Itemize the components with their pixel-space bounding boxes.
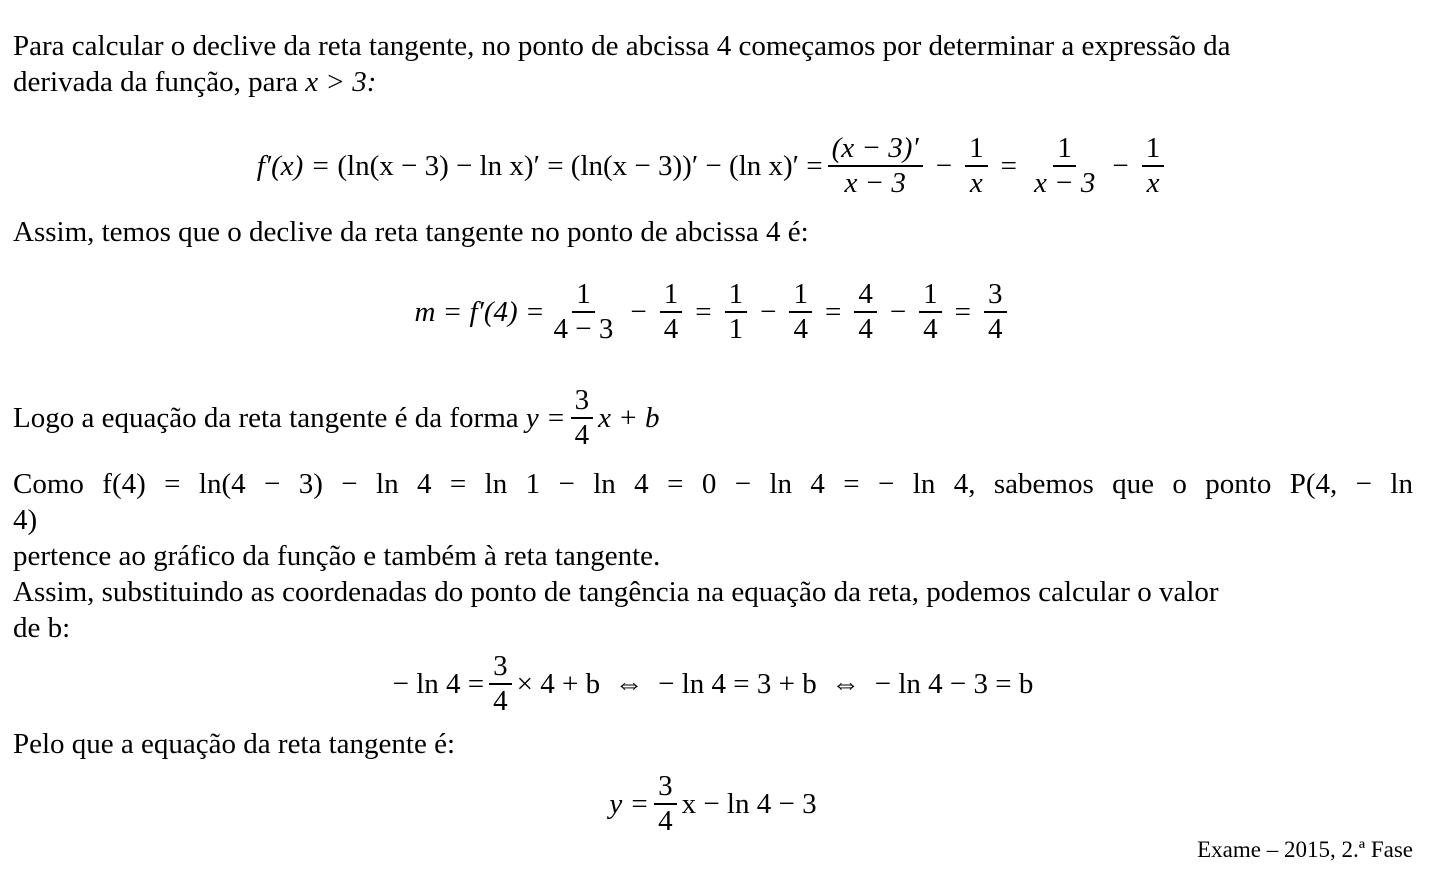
substitution-lhs: − ln 4 = [392,668,485,700]
fraction-denominator: 4 [793,313,808,345]
final-lhs: y = [609,788,650,820]
fraction-numerator: 1 [1053,132,1076,167]
fraction-denominator: x − 3 [1033,167,1096,199]
derivative-lhs: f′(x) = [256,150,331,182]
fraction-numerator: 1 [965,132,988,167]
substitute-line: Assim, substituindo as coordenadas do ponto de tangência na equação da reta, podemos calcular o valor [13,576,1219,608]
fraction-numerator: 1 [1142,132,1165,167]
minus-sign: − [630,296,647,328]
fraction-denominator: 4 − 3 [553,313,614,345]
final-tail: x − ln 4 − 3 [681,788,817,820]
substitution-rest: × 4 + b ⇔ − ln 4 = 3 + b ⇔ − ln 4 − 3 = b [516,668,1034,700]
fraction-denominator: 1 [728,313,744,345]
line-form-y: y = [525,402,566,434]
fraction-final [654,770,677,839]
fraction-numerator: 3 [489,650,512,685]
fraction-deriv-1 [828,132,923,201]
fraction-substitution [489,650,512,719]
slope-intro: Assim, temos que o declive da reta tangente no ponto de abcissa 4 é: [13,216,809,248]
slope-lhs: m = f′(4) = [414,296,545,328]
intro-line-2: derivada da função, para [13,66,299,98]
fraction-numerator: 1 [919,278,942,313]
intro-line-1: Para calcular o declive da reta tangente, no ponto de abcissa 4 começamos por determinar a expressão da [13,30,1231,62]
fraction-numerator: 3 [984,278,1007,313]
fraction-numerator: 1 [572,278,595,313]
fraction-line-form [571,384,594,453]
point-paragraph [13,466,1413,646]
fraction-slope-g [984,278,1007,347]
fraction-deriv-2 [965,132,988,201]
exam-source-footer: Exame – 2015, 2.ª Fase [1197,837,1413,862]
final-equation [13,766,1413,842]
point-belongs-line: pertence ao gráfico da função e também à reta tangente. [13,540,661,572]
equals-sign: = [824,296,842,328]
fraction-denominator: 4 [493,685,508,717]
line-form-text: Logo a equação da reta tangente é da forma [13,402,519,434]
fraction-numerator: 4 [854,278,877,313]
fraction-denominator: 4 [663,313,679,345]
fraction-numerator: (x − 3)′ [828,132,923,167]
slope-equation [13,272,1413,352]
derivative-equation [13,130,1413,202]
fraction-denominator: 4 [923,313,938,345]
fraction-slope-d [789,278,812,347]
fraction-numerator: 1 [725,278,748,313]
fraction-denominator: x [969,167,983,199]
minus-sign: − [889,296,907,328]
line-form-tail: x + b [598,402,660,434]
intro-condition: x > 3: [305,66,377,98]
fraction-slope-f [919,278,942,347]
fraction-numerator: 1 [789,278,812,313]
derivative-step-2: = (ln(x − 3))′ − (ln x)′ = [547,150,823,182]
equals-sign: = [695,296,712,328]
fraction-denominator: 4 [658,805,673,837]
line-form-sentence [13,380,1413,456]
fraction-slope-b [660,278,683,347]
fraction-slope-c [725,278,748,347]
point-math-line: Como f(4) = ln(4 − 3) − ln 4 = ln 1 − ln 4 = 0 − ln 4 = − ln 4, sabemos que o ponto P(4, − ln 4) [13,468,1413,536]
fraction-denominator: x [1146,167,1160,199]
fraction-slope-e [854,278,877,347]
intro-paragraph [13,28,1413,100]
fraction-deriv-3 [1030,132,1099,201]
fraction-numerator: 1 [660,278,683,313]
equals-sign: = [1000,150,1017,182]
minus-sign: − [935,150,953,182]
equals-sign: = [954,296,972,328]
minus-sign: − [760,296,777,328]
fraction-denominator: x − 3 [844,167,906,199]
fraction-denominator: 4 [858,313,873,345]
fraction-deriv-4 [1142,132,1165,201]
derivative-step-1: (ln(x − 3) − ln x)′ [337,150,540,182]
minus-sign: − [1112,150,1129,182]
fraction-slope-a [550,278,618,347]
fraction-denominator: 4 [988,313,1003,345]
fraction-numerator: 3 [654,770,677,805]
document-body [13,28,1413,842]
substitution-equation [13,646,1413,722]
fraction-numerator: 3 [571,384,594,419]
final-intro: Pelo que a equação da reta tangente é: [13,728,456,760]
fraction-denominator: 4 [574,419,590,451]
value-b-line: de b: [13,612,71,644]
